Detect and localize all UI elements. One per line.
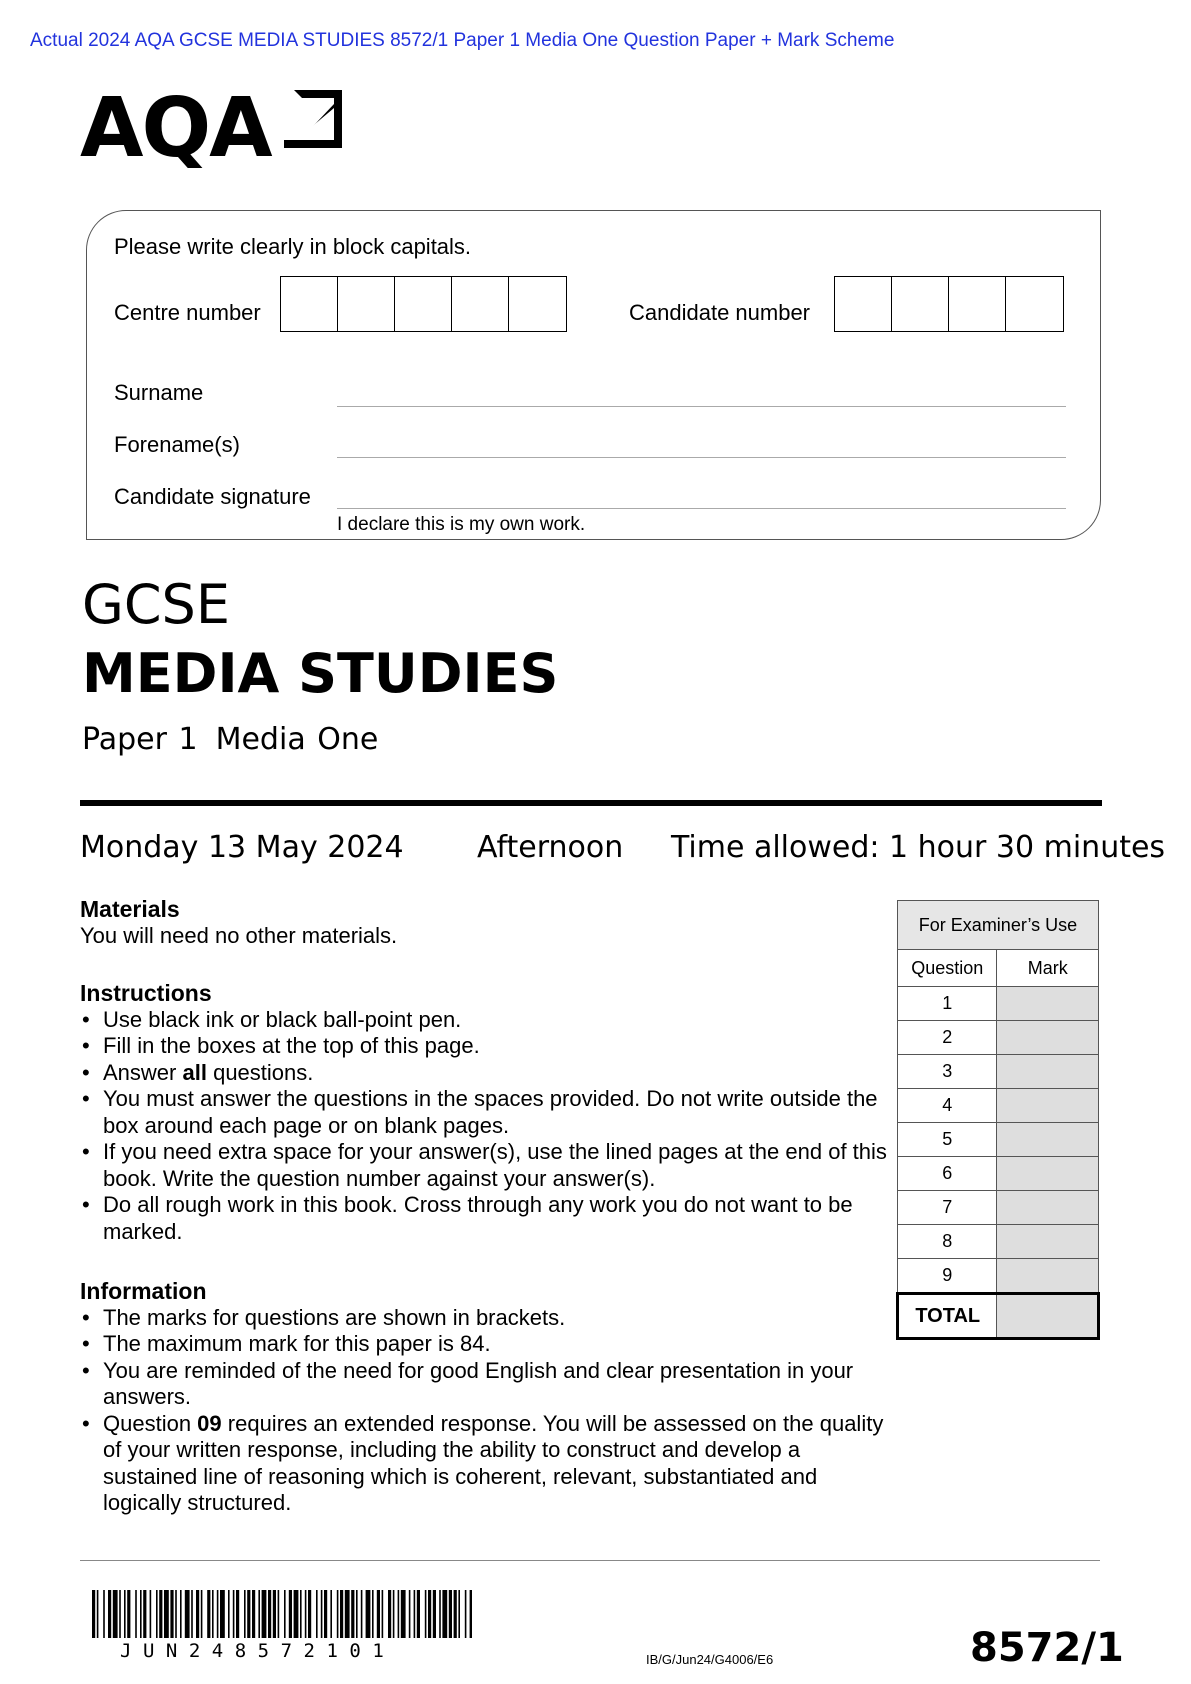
qualification-title: GCSE: [82, 573, 230, 636]
barcode-bar: [470, 1590, 472, 1638]
barcode-bar: [324, 1590, 327, 1638]
barcode-bar: [196, 1590, 199, 1638]
barcode-bar: [433, 1590, 436, 1638]
barcode-bar: [92, 1590, 95, 1638]
barcode-bar: [273, 1590, 276, 1638]
mark-cell[interactable]: [997, 1055, 1099, 1089]
total-mark-cell[interactable]: [997, 1294, 1099, 1339]
question-number: 3: [898, 1055, 997, 1089]
time-allowed: Time allowed: 1 hour 30 minutes: [671, 830, 1166, 865]
barcode-bar: [382, 1590, 384, 1638]
mark-cell[interactable]: [997, 1157, 1099, 1191]
barcode-image: [92, 1590, 472, 1638]
barcode-bar: [372, 1590, 374, 1638]
block-capitals-instruction: Please write clearly in block capitals.: [114, 234, 472, 259]
candidate-number-boxes[interactable]: [834, 276, 1064, 332]
information-item: • You are reminded of the need for good English and clear presentation in your answers.: [80, 1358, 890, 1411]
barcode-bar: [124, 1590, 126, 1638]
mark-cell[interactable]: [997, 1089, 1099, 1123]
question-number: 8: [898, 1225, 997, 1259]
question-number: 7: [898, 1191, 997, 1225]
barcode-bar: [308, 1590, 311, 1638]
barcode-bar: [377, 1590, 380, 1638]
barcode-bar: [356, 1590, 358, 1638]
barcode-bar: [97, 1590, 99, 1638]
barcode-bar: [330, 1590, 332, 1638]
candidate-digit-box[interactable]: [892, 277, 949, 331]
centre-number-label: Centre number: [114, 300, 261, 325]
mark-cell[interactable]: [997, 1225, 1099, 1259]
signature-label: Candidate signature: [114, 484, 311, 509]
barcode-bar: [454, 1590, 457, 1638]
barcode-bar: [252, 1590, 255, 1638]
information-section: [80, 1278, 890, 1517]
barcode-bar: [401, 1590, 406, 1638]
instruction-item: • You must answer the questions in the spaces provided. Do not write outside the box around each page or on blank pages.: [80, 1086, 890, 1139]
barcode-bar: [140, 1590, 142, 1638]
barcode-bar: [207, 1590, 210, 1638]
question-number: 9: [898, 1259, 997, 1294]
information-heading: Information: [80, 1278, 207, 1304]
surname-label: Surname: [114, 380, 204, 405]
barcode-bar: [228, 1590, 230, 1638]
centre-digit-box[interactable]: [509, 277, 566, 331]
barcode-bar: [289, 1590, 292, 1638]
barcode-bar: [321, 1590, 323, 1638]
reference-code: IB/G/Jun24/G4006/E6: [646, 1652, 774, 1667]
materials-text: You will need no other materials.: [80, 922, 398, 948]
barcode-bar: [175, 1590, 177, 1638]
centre-number-boxes[interactable]: [280, 276, 567, 332]
paper-title: [82, 722, 378, 757]
paper-number: Paper 1: [82, 722, 198, 757]
barcode-bar: [262, 1590, 267, 1638]
candidate-digit-box[interactable]: [949, 277, 1006, 331]
exam-date: Monday 13 May 2024: [80, 830, 404, 865]
forename-label: Forename(s): [114, 432, 240, 457]
barcode-bar: [300, 1590, 302, 1638]
title-rule: [80, 800, 1102, 806]
forename-field[interactable]: [337, 457, 1066, 458]
barcode-bar: [340, 1590, 343, 1638]
barcode-bar: [337, 1590, 339, 1638]
question-number: 2: [898, 1021, 997, 1055]
barcode-bar: [244, 1590, 246, 1638]
barcode-bar: [305, 1590, 307, 1638]
question-column-header: Question: [898, 950, 997, 987]
information-item: • The marks for questions are shown in brackets.: [80, 1305, 890, 1332]
signature-field[interactable]: [337, 508, 1066, 509]
barcode-bar: [247, 1590, 250, 1638]
barcode-bar: [268, 1590, 271, 1638]
barcode-bar: [164, 1590, 169, 1638]
examiner-use-table: [896, 900, 1100, 1340]
candidate-digit-box[interactable]: [835, 277, 892, 331]
barcode-bar: [316, 1590, 318, 1638]
barcode-bar: [103, 1590, 105, 1638]
materials-heading: Materials: [80, 896, 180, 922]
barcode-bar: [113, 1590, 118, 1638]
barcode-bar: [388, 1590, 391, 1638]
instruction-item: • Do all rough work in this book. Cross through any work you do not want to be marked.: [80, 1192, 890, 1245]
header-link[interactable]: Actual 2024 AQA GCSE MEDIA STUDIES 8572/1 Paper 1 Media One Question Paper + Mark Scheme: [30, 30, 895, 51]
centre-digit-box[interactable]: [452, 277, 509, 331]
barcode-bar: [220, 1590, 225, 1638]
mark-cell[interactable]: [997, 1123, 1099, 1157]
mark-cell[interactable]: [997, 1191, 1099, 1225]
barcode-bar: [185, 1590, 190, 1638]
barcode-bar: [170, 1590, 173, 1638]
barcode-bar: [236, 1590, 239, 1638]
barcode-bar: [393, 1590, 395, 1638]
question-number: 5: [898, 1123, 997, 1157]
barcode-bar: [351, 1590, 354, 1638]
logo-text: AQA: [80, 81, 271, 176]
barcode-bar: [361, 1590, 363, 1638]
information-item: • Question 09 requires an extended response. You will be assessed on the quality of your written response, including the ability to construct and develop a sustained line of reasoning which is coherent, relevant, substantiated and logically structured.: [80, 1411, 890, 1517]
materials-section: [80, 896, 890, 949]
instructions-heading: Instructions: [80, 980, 212, 1006]
barcode-bar: [465, 1590, 467, 1638]
barcode-bar: [119, 1590, 121, 1638]
instruction-item: • Fill in the boxes at the top of this page.: [80, 1033, 890, 1060]
barcode-bar: [156, 1590, 158, 1638]
barcode-bar: [127, 1590, 130, 1638]
aqa-tick-icon: [280, 90, 342, 148]
barcode-text: JUN248572101: [120, 1640, 396, 1662]
barcode-bar: [449, 1590, 452, 1638]
centre-digit-box[interactable]: [281, 277, 338, 331]
candidate-number-label: Candidate number: [629, 300, 811, 325]
barcode-bar: [398, 1590, 400, 1638]
paper-code: 8572/1: [970, 1625, 1124, 1671]
question-number: 6: [898, 1157, 997, 1191]
barcode-bar: [108, 1590, 111, 1638]
barcode-bar: [191, 1590, 193, 1638]
barcode-bar: [425, 1590, 427, 1638]
instruction-item: • Answer all questions.: [80, 1060, 890, 1087]
barcode-bar: [417, 1590, 420, 1638]
barcode-bar: [233, 1590, 235, 1638]
mark-cell[interactable]: [997, 1259, 1099, 1294]
information-item: • The maximum mark for this paper is 84.: [80, 1331, 890, 1358]
barcode-bar: [278, 1590, 280, 1638]
mark-cell[interactable]: [997, 1021, 1099, 1055]
mark-column-header: Mark: [997, 950, 1099, 987]
surname-field[interactable]: [337, 406, 1066, 407]
barcode-bar: [150, 1590, 152, 1638]
centre-digit-box[interactable]: [338, 277, 395, 331]
barcode-bar: [159, 1590, 162, 1638]
total-label: TOTAL: [898, 1294, 997, 1339]
barcode-bar: [284, 1590, 286, 1638]
barcode-bar: [258, 1590, 260, 1638]
instruction-item: • Use black ink or black ball-point pen.: [80, 1007, 890, 1034]
candidate-digit-box[interactable]: [1006, 277, 1063, 331]
barcode-bar: [414, 1590, 416, 1638]
footer-rule: [80, 1560, 1100, 1561]
barcode-bar: [217, 1590, 219, 1638]
centre-digit-box[interactable]: [395, 277, 452, 331]
barcode-bar: [439, 1590, 441, 1638]
barcode-bar: [294, 1590, 299, 1638]
exam-session: Afternoon: [477, 830, 624, 865]
question-number: 4: [898, 1089, 997, 1123]
barcode-bar: [442, 1590, 447, 1638]
question-number: 1: [898, 987, 997, 1021]
barcode-bar: [212, 1590, 214, 1638]
barcode-bar: [180, 1590, 182, 1638]
barcode-bar: [143, 1590, 146, 1638]
examiner-use-heading: For Examiner’s Use: [898, 901, 1099, 950]
barcode-bar: [458, 1590, 460, 1638]
instruction-item: • If you need extra space for your answer(s), use the lined pages at the end of this book. Write the question number against your answer(s).: [80, 1139, 890, 1192]
barcode-bar: [201, 1590, 203, 1638]
instructions-section: [80, 980, 890, 1245]
barcode-bar: [366, 1590, 371, 1638]
barcode-bar: [409, 1590, 411, 1638]
mark-cell[interactable]: [997, 987, 1099, 1021]
barcode-bar: [135, 1590, 137, 1638]
subject-title: MEDIA STUDIES: [82, 642, 559, 705]
barcode-bar: [428, 1590, 431, 1638]
component-name: Media One: [215, 722, 379, 757]
barcode-bar: [345, 1590, 350, 1638]
declaration-text: I declare this is my own work.: [337, 514, 586, 535]
